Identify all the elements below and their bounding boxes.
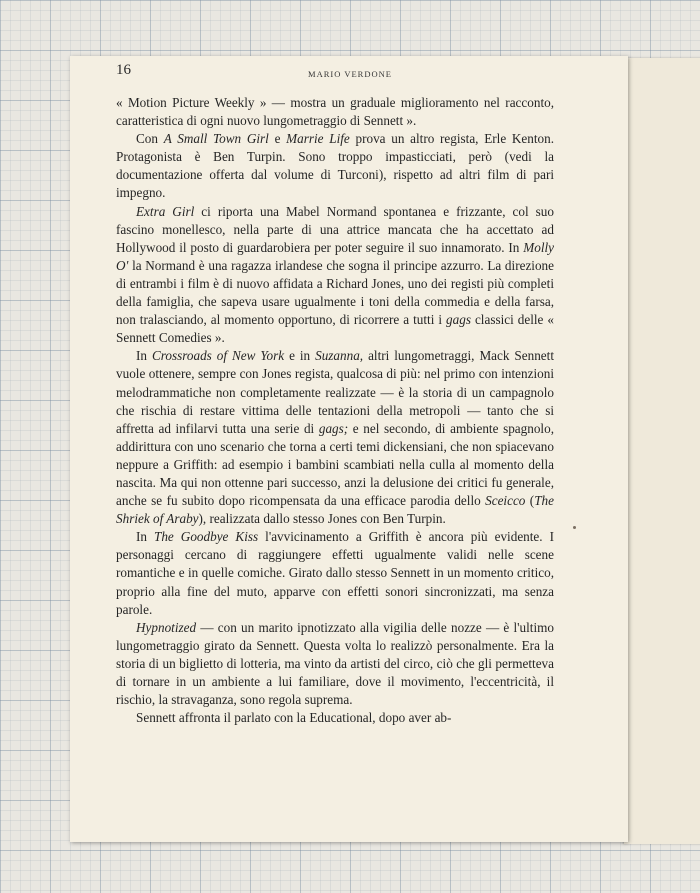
- adjacent-page-edge: [624, 58, 700, 844]
- paragraph: [116, 709, 554, 727]
- text-run: altri lungometraggi, Mack Sennett vuole ottenere, sempre con Jones regista, qualcosa di più: nel primo con intenzioni melodrammatiche non completamente realizzate — è la storia di un campagnolo che rischia di restare vittima delle tentazioni della metropoli — tanto che si affretta ad infilarvi tutta una serie di: [116, 348, 554, 436]
- text-run: la Normand è una ragazza irlandese che sogna il principe azzurro. La direzione di entrambi i film è di nuovo affidata a Richard Jones, uno dei registi più completi della famiglia, che sapeva usare ugualmente i toni della commedia e della farsa, non tralasciando, al momento opportuno, di ricorrere a tutti i: [116, 257, 554, 328]
- text-run: ci riporta una Mabel Normand spontanea e frizzante, col suo fascino monellesco, nella parte di una attrice mancata che ha accettato ad Hollywood il posto di guardarobiera per poter seguire il suo innamorato. In: [116, 203, 554, 255]
- paragraph: [116, 347, 554, 528]
- paragraph: [116, 528, 554, 618]
- italic-title: Molly O': [116, 239, 554, 273]
- paragraph: [116, 130, 554, 202]
- italic-title: A Small Town Girl: [163, 131, 269, 147]
- page-number: 16: [116, 62, 131, 78]
- italic-title: Crossroads of New York: [151, 348, 285, 364]
- text-run: ), realizzata dallo stesso Jones con Ben Turpin.: [198, 511, 446, 527]
- text-run: e nel secondo, di ambiente spagnolo, addirittura con uno scenario che torna a certi temi dickensiani, che non spiacevano neppure a Griffith: ad esempio i bambini scambiati nella culla al momento della nascita. Ma qui non ottenne pari successo, anzi la delusione dei critici fu generale, anche se fu subito dopo ricompensata da una efficace parodia dello: [116, 420, 554, 509]
- text-run: prova un altro regista, Erle Kenton. Protagonista è Ben Turpin. Sono troppo impasticciati, però (vedi la documentazione offerta dal volume di Turconi), rispetto ad altri film di pari impegno.: [116, 131, 555, 201]
- italic-title: Sceicco: [485, 493, 526, 509]
- text-run: In: [136, 529, 154, 545]
- text-run: e: [268, 131, 287, 147]
- margin-mark: [573, 526, 576, 529]
- italic-title: gags;: [318, 420, 349, 436]
- italic-title: Hypnotized: [136, 619, 197, 635]
- paragraph: [116, 203, 554, 348]
- running-head: MARIO VERDONE: [308, 69, 392, 79]
- text-run: Sennett affronta il parlato con la Educational, dopo aver ab-: [136, 710, 452, 726]
- text-run: Con: [136, 131, 164, 147]
- italic-title: Marrie Life: [286, 131, 350, 147]
- italic-title: The Shriek of Araby: [116, 493, 554, 527]
- text-run: « Motion Picture Weekly » — mostra un graduale miglioramento nel racconto, caratteristica di ogni nuovo lungometraggio di Sennett ».: [116, 95, 554, 129]
- text-run: In: [136, 348, 152, 364]
- text-run: (: [525, 493, 535, 509]
- body-text: [116, 94, 554, 727]
- italic-title: gags: [446, 312, 471, 328]
- text-run: l'avvicinamento a Griffith è ancora più evidente. I personaggi cercano di raggiungere effetti ugualmente validi nelle scene romantiche e in quelle comiche. Girato dallo stesso Sennett in un momento critico, proprio alla fine del muto, apparve con effetti sonori sincronizzati, ma senza parole.: [116, 529, 554, 617]
- italic-title: Extra Girl: [136, 203, 195, 219]
- text-run: classici delle « Sennett Comedies ».: [116, 312, 554, 346]
- italic-title: The Goodbye Kiss: [154, 529, 259, 545]
- paragraph: [116, 94, 554, 130]
- paragraph: [116, 619, 554, 709]
- italic-title: Suzanna,: [315, 348, 364, 364]
- text-run: e in: [284, 348, 316, 364]
- text-run: — con un marito ipnotizzato alla vigilia delle nozze — è l'ultimo lungometraggio girato da Sennett. Questa volta lo realizzò personalmente. Era la storia di un biglietto di lotteria, ma vinto da artisti del circo, ciò che gli permetteva di tornare in un ambiente a lui familiare, dove il movimento, l'eccentricità, il rischio, la stravaganza, sono regola suprema.: [116, 619, 554, 708]
